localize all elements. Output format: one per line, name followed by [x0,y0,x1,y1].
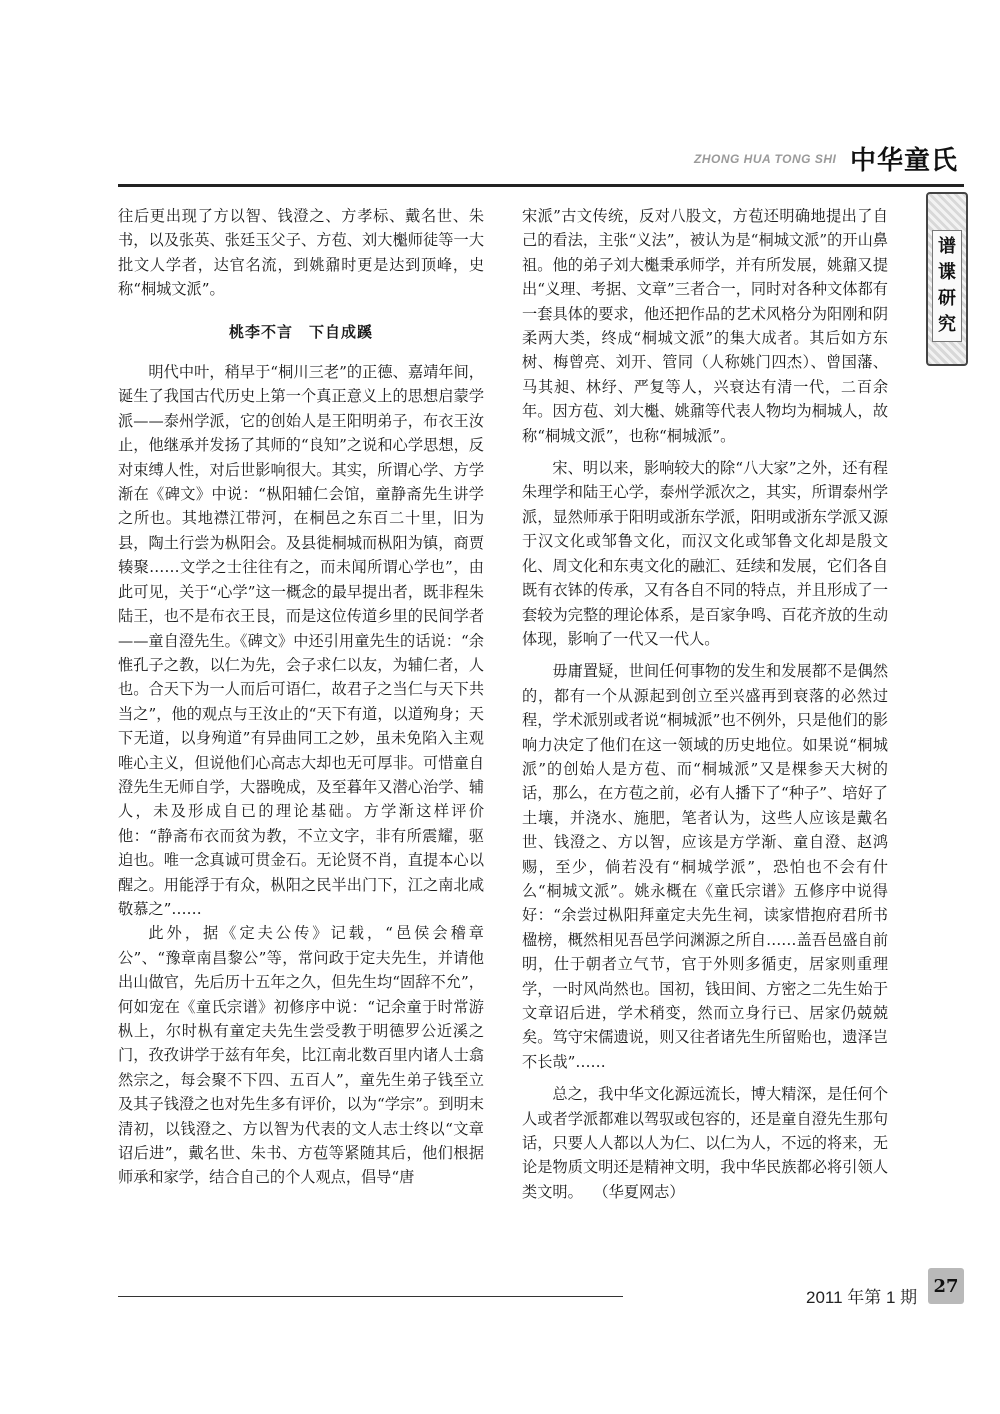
header-rule [118,184,964,187]
paragraph: 明代中叶，稍早于“桐川三老”的正德、嘉靖年间，诞生了我国古代历史上第一个真正意义上的思想启蒙学派——泰州学派，它的创始人是王阳明弟子，布衣王汝止，他继承并发扬了其师的“良知”之说和心学思想，反对束缚人性，对后世影响很大。其实，所谓心学、方学渐在《碑文》中说：“枞阳辅仁会馆，童静斋先生讲学之所也。其地襟江带河，在桐邑之东百二十里，旧为县，陶土行尝为枞阳会。及县徙桐城而枞阳为镇，商贾辏聚……文学之士往往有之，而未闻所谓心学也”，由此可见，关于“心学”这一概念的最早提出者，既非程朱陆王，也不是布衣王艮，而是这位传道乡里的民间学者——童自澄先生。《碑文》中还引用童先生的话说：“余惟孔子之教，以仁为先，会子求仁以友，为辅仁者，人也。合天下为一人而后可语仁，故君子之当仁与天下共当之”，他的观点与王汝止的“天下有道，以道殉身；天下无道，以身殉道”有异曲同工之妙，虽未免陷入主观唯心主义，但说他们心高志大却也无可厚非。可惜童自澄先生无师自学，大器晚成，及至暮年又潜心治学、辅人，未及形成自已的理论基础。方学渐这样评价他：“静斋布衣而贫为教，不立文字，非有所震耀，驱迫也。唯一念真诚可贯金石。无论贤不肖，直提本心以醒之。用能浮于有众，枞阳之民半出门下，江之南北咸敬慕之”…… [118,363,484,918]
paragraph [522,1082,888,1204]
footer-rule [118,1296,623,1297]
section-tab-char: 谱 [938,236,956,257]
author-credit: （华夏网志） [600,1182,685,1201]
left-column [118,204,484,1190]
section-tab-char: 谍 [938,262,956,283]
section-tab-char: 究 [938,314,956,335]
section-tab-char: 研 [938,288,956,309]
section-heading: 桃李不言 下自成蹊 [228,322,373,341]
paragraph: 宋、明以来，影响较大的除“八大家”之外，还有程朱理学和陆王心学，泰州学派次之，其实，所谓泰州学派，显然师承于阳明或浙东学派，阳明或浙东学派又源于汉文化或邹鲁文化，而汉文化或邹鲁文化却是殷文化、周文化和东夷文化的融汇、廷续和发展，它们各自既有衣钵的传承，又有各自不同的特点，并且形成了一套较为完整的理论体系，是百家争鸣、百花齐放的生动体现，影响了一代又一代人。 [522,459,888,648]
paragraph: 毋庸置疑，世间任何事物的发生和发展都不是偶然的，都有一个从源起到创立至兴盛再到衰落的必然过程，学术派别或者说“桐城派”也不例外，只是他们的影响力决定了他们在这一领域的历史地位。如果说“桐城派”的创始人是方苞、而“桐城派”又是棵参天大树的话，那么，在方苞之前，必有人播下了“种子”、培好了土壤，并浇水、施肥，笔者认为，这些人应该是戴名世、钱澄之、方以智，应该是方学渐、童自澄、赵鸿赐，至少，倘若没有“桐城学派”，恐怕也不会有什么“桐城文派”。姚永概在《童氏宗谱》五修序中说得好：“余尝过枞阳拜童定夫先生祠，读家惜抱府君所书楹榜，概然相见吾邑学问渊源之所自……盖吾邑盛自前明，仕于朝者立气节，官于外则多循吏，居家则重理学，一时风尚然也。国初，钱田间、方密之二先生始于文章诏后进，学术稍变，然而立身行已、居家仍兢兢矣。笃守宋儒遗说，则又往者诸先生所留贻也，遗泽岂不长哉”…… [522,662,888,1071]
paragraph: 宋派”古文传统，反对八股文，方苞还明确地提出了自己的看法，主张“义法”，被认为是“桐城文派”的开山鼻祖。他的弟子刘大櫆秉承师学，并有所发展，姚鼐又提出“义理、考据、文章”三者合一，同时对各种文体都有一套具体的要求，他还把作品的艺术风格分为阳刚和阴柔两大类，终成“桐城文派”的集大成者。其后如方东树、梅曾亮、刘开、管同（人称姚门四杰）、曾国藩、马其昶、林纾、严复等人，兴衰达有清一代，二百余年。因方苞、刘大櫆、姚鼐等代表人物均为桐城人，故称“桐城文派”，也称“桐城派”。 [522,207,888,445]
paragraph: 此外，据《定夫公传》记载，“邑侯会稽章公”、“豫章南昌黎公”等，常问政于定夫先生，并请他出山做官，先后历十五年之久，但先生均“固辞不允”，何如宠在《童氏宗谱》初修序中说：“记余童于时常游枞上，尔时枞有童定夫先生尝受教于明德罗公近溪之门，孜孜讲学于兹有年矣，比江南北数百里内诸人士翕然宗之，每会聚不下四、五百人”，童先生弟子钱至立及其子钱澄之也对先生多有评价，以为“学宗”。到明末清初，以钱澄之、方以智为代表的文人志士终以“文章诏后进”，戴名世、朱书、方苞等紧随其后，他们根据师承和家学，结合自己的个人观点，倡导“唐 [118,924,484,1187]
issue-label: 2011 年第 1 期 [806,1288,918,1307]
masthead-title: 中华童氏 [849,146,958,176]
section-tab-label [932,230,962,342]
closing-text: 总之，我中华文化源远流长，博大精深，是任何个人或者学派都难以驾驭或包容的，还是童自澄先生那句话，只要人人都以人为仁、以仁为人，不远的将来，无论是物质文明还是精神文明，我中华民族都必将引领人类文明。 [522,1085,888,1201]
masthead [690,140,960,180]
section-tab [926,192,968,366]
masthead-latin: ZHONG HUA TONG SHI [694,152,837,166]
right-column [522,204,888,1204]
page-number: 27 [928,1268,964,1304]
paragraph: 往后更出现了方以智、钱澄之、方孝标、戴名世、朱书，以及张英、张廷玉父子、方苞、刘大櫆师徒等一大批文人学者，达官名流，到姚鼐时更是达到顶峰，史称“桐城文派”。 [118,207,484,299]
